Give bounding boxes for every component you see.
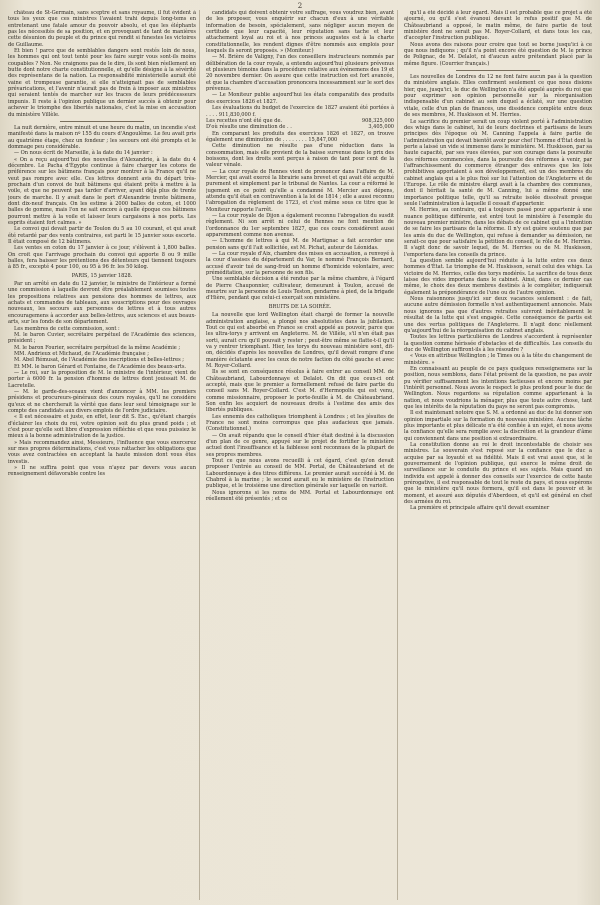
article-paragraph: M. le baron Cuvier, secrétaire perpétuel de l'Académie des sciences, président ; bbox=[8, 331, 196, 345]
article-paragraph: château de St-Germain, sans sceptre et sans royaume, il fut évident à tous les yeux que ces ministres l'avaient trahi depuis long-tems en entretenant une fatale amour du pouvoir absolu, et que les éléphants pas les nécessités de sa position, et en provoquant de tant de manières cette désunion du peuple et du prince qui rendit si funestes les victoires de Guillaume. bbox=[8, 10, 196, 48]
article-paragraph: La nouvelle que lord Wellington était chargé de former la nouvelle administration anglaise, a plongé nos absolutistes dans la jubilation. Tout ce qui est absorbé en France se croit appelé au pouvoir, parce que les ultra-torys y arrivent en Angleterre. M. de Villèle, s'il n'en était pas sorti, aurait cru qu'il pouvait y rester ; peut-être même se flatte-t-il qu'il va y rentrer triomphant. Hier, les torys du nouveau ministère sont, dit-on, décidés d'après les nouvelles de Londres, qu'il devait rompre d'une manière éclatante avec les ceux de notre faction du côté gauche et avec M. Royer-Collard. bbox=[206, 312, 394, 369]
page-number: 2 bbox=[297, 2, 303, 10]
article-paragraph: La constitution donne au roi le droit incontestable de choisir ses ministres. Le souverain s'est reposé sur la confiance que le duc a acquise par sa loyauté et sa fidélité. Mais il est vrai aussi que, si le gouvernement de l'opinion publique, qui exerce le même droit de surveillance sur le conduite du prince et ses sujets. Mais quand un individu est appelé à donner des conseils sur l'exercice de cette haute prérogative, il est responsable de tout le reste du pays, et nous espérons que le ministère qu'il nous formera, qu'il est dans le pouvoir et le moment, et assuré aux députés d'Aberdeen, et qu'il est général en chef des armées du roi. bbox=[404, 442, 592, 506]
article-paragraph: qu'il a été décidé à leur égard. Mais il est probable que ce projet a été ajourné, ou qu'il s'est évanoui devant le refus positif que M. de Châteaubriand a opposé, le matin même, de faire partie de tout ministère dont ne serait pas M. Royer-Collard, et dans tous les cas, d'accepter l'instruction publique. bbox=[404, 10, 592, 42]
article-paragraph: Et bien ! parce que de semblables dangers sont restés loin de nous, les hommes qui ont tout tenté pour les faire surgir vous sont-ils moins coupables ? Non. Ne craignons pas de le dire, ils sont bien réellement en butte dont notre charte constitutionnelle, et qu'elle désigne à la sévérité des représentans de la nation. La responsabilité ministérielle aurait été vaine et trompeuse garantie, si elle n'atteignait pas de semblables prévarications, et l'avenir n'aurait pas de frein à imposer aux ministres qui seraient tentés de marcher sur les traces de leurs prédécesseurs impunis. Il reste à l'opinion publique un dernier succès à obtenir pour achever le triomphe des libertés nationales, c'est la mise en accusation du ministère Villèle. bbox=[8, 48, 196, 118]
article-paragraph: — Le Moniteur publie aujourd'hui les états comparatifs des produits des exercices 1826 et 1827. bbox=[206, 92, 394, 105]
article-paragraph: — L'homme de lettres à qui M. de Martignac a fait accorder une pension sans qu'il l'ait sollicitée, est M. Pichat, auteur de Léonidas. bbox=[206, 238, 394, 251]
figure-label: D'où résulte une diminution de . . bbox=[206, 124, 292, 131]
article-paragraph: — On nous écrit de Marseille, à la date du 14 janvier : bbox=[14, 150, 153, 157]
figure-label: Les recettes n'ont été que de. bbox=[206, 117, 283, 124]
article-paragraph: Et MM. le baron Gérard et Fontaine, de l'Académie des beaux-arts. bbox=[14, 363, 187, 370]
article-paragraph: Nous raisonnons jusqu'ici sur deux vacances seulement : de fait, aucune autre démission formelle n'est authentiquement annoncée. Mais nous ignorons pas que d'autres retraites suivront inévitablement le résultat de la lutte qui s'est engagée. Cette conséquence de partis est une des vertus politiques de l'Angleterre. Il n'agit donc réellement qu'aujourd'hui de la réorganisation du cabinet anglais. bbox=[404, 296, 592, 334]
article-paragraph: Les ventes en coton du 17 janvier à ce jour, s'élèvent à 1,800 balles. On croit que l'arrivage prochain du convoi qui apporte 8 ou 9 mille balles, fera baisser les prétentions des détenteurs qui tiennent toujours à 85 fr., excepté 4 pour 100, ou 95 à 96 fr. les 50 kilog. bbox=[8, 245, 196, 271]
article-paragraph: La nuit dernière, entre minuit et une heure du matin, un incendie s'est manifesté dans la maison nº 155 du cours d'Angoulême. Le feu avait pris au quatrième étage, chez un fondeur ; les secours ont été prompts et le dommage peu considérable. bbox=[8, 124, 196, 150]
article-paragraph: En connaissant au peuple de ce pays quelques renseignemens sur la position, nous semblons, dans l'état présent de la question, ne pas avoir pu vérifier suffisamment les intentions factieuses et encore moins par l'intérêt personnel. Nous avons le respect le plus profond pour le duc de Wellington. Nous regardons sa réputation comme appartenant à la nation, et nous voudrions la ménager, plus que toute autre chose, tant que les intérêts de la réputation du pays ne seront pas compromis. bbox=[404, 365, 592, 410]
column-1 bbox=[8, 10, 200, 900]
article-paragraph: Toutes les lettres particulières de Londres s'accordent à représenter la question comme hérissée d'obstacles et de difficultés. Les conseils du duc de Wellington suffiront-ils à les résoudre ? bbox=[404, 334, 592, 353]
article-paragraph: candidats qui doivent obtenir votre suffrage, vous voudrez bien, avant de les proposer, vous enquérir sur chacun d'eux à une véritable information de besoin, spécialement, sans négliger aucun moyen de certitude que leur capacité, leur réputation sans tache et leur attachement loyal au roi et à nos princes augustes est à la charte constitutionnelle, les rendent dignes d'être nommés aux emplois pour lesquels ils seront proposés. » (Moniteur.) bbox=[206, 10, 394, 55]
column-3 bbox=[404, 10, 592, 900]
article-paragraph: « On a reçu aujourd'hui des nouvelles d'Alexandrie, à la date du 4 décembre. Le Pacha d'Égypte continue à faire charger les cotons de préférence sur les bâtimens français pour montrer à la France qu'il ne veut pas rompre avec elle. Ces lettres donnent avis du départ très-prochain d'un convoi de huit bâtimens qui étaient prêts à mettre à la voile, et que ne peuvent pas tarder d'arriver, ayant déjà plus de trente jours de marche. Il y avait dans le port d'Alexandrie trente bâtimens, dont dix-neuf français. On les estime à 2000 balles de coton, et 1000 balles de gomme, mais l'on ne sait encore à quelle époque ces bâtimens pourront mettre à la voile et laisser leurs cargaisons à nos ports. Les esprits étaient fort calmes. » bbox=[8, 156, 196, 226]
article-paragraph: M. Herries, au contraire, qui a toujours passé pour appartenir à une nuance politique différente, est entré tout le ministère à l'exemple du nouveau premier ministre, dans les débats de ce cabinet qui a l'intention de se faire les partisans de la réforme. Il n'y est guère soutenu que par les amis du duc de Wellington, qui refuse à demander sa démission, ne serait-ce que pour satisfaire la pétition du conseil, le rôle de M. Herries. Il s'agit donc de savoir lequel, de M. Herries ou de M. Huskisson, l'emportera dans les conseils du prince. bbox=[404, 207, 592, 258]
figure-value: 908,325,000 bbox=[361, 117, 394, 124]
article-paragraph: » Mais recommandez ainsi, Messieurs, l'influence que vous exercerez sur mes propres déterminations, c'est vous rattacher les obligations que vous avez contractées en acceptant la haute mission dont vous êtes investis. bbox=[8, 439, 196, 465]
article-paragraph: MM. Andrieux et Michaud, de l'Académie française ; bbox=[14, 350, 149, 357]
section-divider bbox=[456, 70, 541, 71]
article-paragraph: — On avait répandu que le conseil d'hier était destiné à la discussion d'un plan de ce genre, appuyé sur le projet de fortifier le ministère actuel dont l'insuffisance et la faiblesse sont reconnues de la plupart de ses propres membres. bbox=[206, 432, 394, 458]
article-paragraph: — La cour royale de Rennes vient de prononcer dans l'affaire de M. Mercier, qui avait exercé la librairie sans brevet et qui avait été acquitté purement et simplement par le tribunal de Nantes. La cour a réformé le jugement en ce point qu'elle a condamné M. Mercier aux dépens, attendu qu'il était en contravention à la loi de 1814 ; elle a aussi reconnu l'abrogation du règlement de 1723, et c'est même sous ce titre que le Moniteur rapporte l'arrêt. bbox=[206, 168, 394, 213]
section-divider bbox=[60, 121, 145, 122]
article-paragraph: Les nouvelles de Londres du 12 ne font faire aucun pas à la question du ministère anglais. Elles confirment seulement ce que nous disions hier, que, jusqu'ici, le duc de Wellington n'a été appelé auprès du roi que pour exprimer son opinion personnelle sur la réorganisation indispensable d'un cabinet au sein duquel a éclaté, sur une question vitale, celle d'un plan de finances, une dissidence complète entre deux de ses membres, M. Huskisson et M. Herries. bbox=[404, 74, 592, 119]
article-paragraph: Le convoi qui devait partir de Toulon du 5 au 10 courant, et qui avait été retardé par des vents contraires, est parti le 15 janvier sous escorte. Il était composé de 12 bâtimens. bbox=[8, 226, 196, 246]
article-paragraph: — La cour royale de Dijon a également reconnu l'abrogation du susdit règlement. Ni son arrêt ni celui de Rennes ne font mention de l'ordonnance du 1er septembre 1827, que ces cours considèrent aussi apparemment comme non avenue. bbox=[206, 213, 394, 239]
article-paragraph: » Il ne suffira point que vous n'ayez par devers vous aucun renseignement défavorable contre les bbox=[8, 465, 196, 478]
article-paragraph: « Il est nécessaire et juste, en effet, leur dit S. Exc., qu'étant chargés d'éclairer les choix du roi, votre opinion soit du plus grand poids ; et c'est pour qu'elle soit libre d'expression réfléchie et que vous puissiez le mieux à la bonne administration de la justice. bbox=[8, 414, 196, 440]
article-paragraph: — Le roi, sur la proposition de M. le ministre de l'intérieur, vient de porter à 6000 fr. la pension d'homme de lettres dont jouissait M. de Lacretelle. bbox=[8, 369, 196, 389]
article-paragraph: — M. le garde-des-sceaux vient d'annoncer à MM. les premiers présidens et procureurs-généraux des cours royales, qu'il ne considère qu'eux et ne chercherait la vérité que dans leur seul témoignage sur le compte des candidats aux divers emplois de l'ordre judiciaire. bbox=[8, 388, 196, 414]
article-paragraph: Tout ce que nous avons recueilli à cet égard, c'est qu'on devait proposer l'entrée au conseil de MM. Portal, de Châteaubriand et de Labourdonnaye à des titres différens. Le premier aurait succédé à M. de Chabrol à la marine ; le second aurait eu le ministère de l'instruction publique, et le troisième une direction générale sur laquelle on varioit. bbox=[206, 458, 394, 490]
section-heading: BRUITS DE LA SOIRÉE. bbox=[268, 303, 332, 310]
article-paragraph: Les évaluations du budget de l'exercice de 1827 avaient été portées à . . . . 911,830,000 f. bbox=[206, 105, 394, 118]
article-paragraph: « Vous en attribue Wellington ; le Times ou à la tête du changement de ministère. » bbox=[404, 353, 592, 366]
article-paragraph: Les ennemis des catholiques triomphent à Londres ; et les jésuites de France ne sont moins corrompus que plus audacieux que jamais. (Constitutionnel.) bbox=[206, 413, 394, 433]
article-paragraph: La question semble aujourd'hui réduite à la lutte entre ces deux hommes d'État. Le triomphe de M. Huskisson, serait celui des whigs. La victoire de M. Herries, celle des torys modérés. Le sacrifice de tous deux laisse des vides importans dans le cabinet. Ainsi, dans ce dernier cas même, le choix des deux membres destinés à le compléter, indiquerait également la prépondérance de l'une ou de l'autre opinion. bbox=[404, 258, 592, 296]
article-paragraph: M. Abel Rémusat, de l'Académie des inscriptions et belles-lettres ; bbox=[14, 357, 184, 364]
section-heading: PARIS, 15 janvier 1828. bbox=[71, 272, 133, 279]
article-paragraph: Une semblable décision a été rendue par la même chambre, à l'égard de Pierre Chauponnier, cultivateur, demeurant à Toulon, accusé de meurtre sur la personne de Louis Teston, gendarme à pied, de la brigade d'Hière, pendant que celui-ci exerçait son ministère. bbox=[206, 276, 394, 302]
figure-value: 3,405,000 bbox=[368, 124, 394, 131]
article-paragraph: Ils se sont en conséquence résolus à faire entrer au conseil MM. de Châteaubriand, Labourdonnaye et Delalot. On dit que ceux-ci ont accepté, mais que le premier a formellement refusé de faire partie du conseil sans M. Royer-Collard. C'est M. d'Hermopolis qui est venu, comme missionnaire, proposer le porte-feuille à M. de Châteaubriand. Son enfin les acquiert de nouveaux droits à l'estime des amis des libertés publiques. bbox=[206, 369, 394, 414]
article-paragraph: M. le baron Fourier, secrétaire perpétuel de la même Académie ; bbox=[14, 344, 181, 351]
article-paragraph: Cette diminution ne résulte pas d'une réduction dans la consommation, mais elle provient de la baisse survenue dans le prix des boissons, dont les droits sont perçus à raison de tant pour cent de la valeur vénale. bbox=[206, 143, 394, 169]
column-2 bbox=[206, 10, 398, 900]
article-paragraph: Il est maintenant notoire que S. M. a ordonné au duc de lui donner son opinion impartiale sur la formation du nouveau ministère. Aucune tâche plus importante et plus délicate n'a été confiée à un sujet, et nous avons la confiance qu'elle sera remplie avec la discrétion et la grandeur d'âme qui conviennent dans une position si extraordinaire. bbox=[404, 410, 592, 442]
article-paragraph: La première et principale affaire qu'il devait examiner bbox=[410, 505, 550, 512]
text-columns bbox=[8, 10, 592, 900]
article-paragraph: En comparant les produits des exercices 1826 et 1827, on trouve également une diminution de . . . . . . . . 15,847,000 bbox=[206, 130, 394, 143]
article-paragraph: Nous ignorons si les noms de MM. Portal et Labourdonnaye ont réellement été présentés ; et ce bbox=[206, 489, 394, 503]
article-paragraph: — La cour royale d'Aix, chambre des mises en accusation, a renvoyé à la cour d'assises du département du Var, le nommé François Bernard, accusé d'avoir tué de sang-froid un homme d'homicide volontaire, avec préméditation, sur la personne de son fils. bbox=[206, 251, 394, 277]
article-paragraph: Le sacrifice du premier serait un coup violent porté à l'administration des whigs dans le cabinet, lui de leurs doctrines et partisans de leurs principes dès l'époque où M. Canning l'appela à faire partie de l'administration qui devait bientôt avoir pour chef l'homme d'État dont la perte a laissé un vide si immense dans le ministère. M. Huskisson, par sa haute capacité, par ses vues élevées, par son courage dans la poursuite des réformes commencées, dans la poursuite des réformes à venir, par l'affranchissement du commerce étranger des entraves que les lois prohibitives apportaient à son développement, est un des membres du cabinet anglais qui a le plus fixé sur lui l'attention de l'Angleterre et de l'Europe. Le rôle de ministre élargi avait à la chambre des communes, dont il héritait la santé de M. Canning, lui a même donné une importance politique telle, qu'il sa retraite isolée dissolvait presque seule l'administration à laquelle il cessait d'appartenir. bbox=[404, 118, 592, 207]
article-paragraph: Les membres de cette commission, sont : bbox=[14, 325, 120, 332]
article-paragraph: Par un arrêté en date du 12 janvier, le ministre de l'intérieur a formé une commission à laquelle devront être préalablement soumises toutes les propositions relatives aux pensions des hommes de lettres, aux achats et commandes de tableaux, aux souscriptions pour des ouvrages nouveaux, les secours aux personnes de lettres et à tous autres encouragemens à accorder aux belles-lettres, aux sciences et aux beaux-arts, sur les fonds de son département. bbox=[8, 281, 196, 326]
article-paragraph: — M. Brière de Valigny, l'un des conseillers instructeurs nommés par délibération de la cour royale, a entendu aujourd'hui plusieurs prévenus et plusieurs témoins dans la procédure relative aux événemens des 19 et 20 novembre dernier. On assure que cette instruction est fort avancée, et que la chambre d'accusation prononcera incessamment sur le sort des prévenus. bbox=[206, 54, 394, 93]
article-paragraph: Nous avons des raisons pour croire que tout se borne jusqu'ici à ce que nous indiquons ; qu'il n'a point encore été question de M. le prince de Polignac, de M. Delalot, ni d'aucun autre prétendant placé par la même figure. (Courrier français.) bbox=[404, 41, 592, 67]
